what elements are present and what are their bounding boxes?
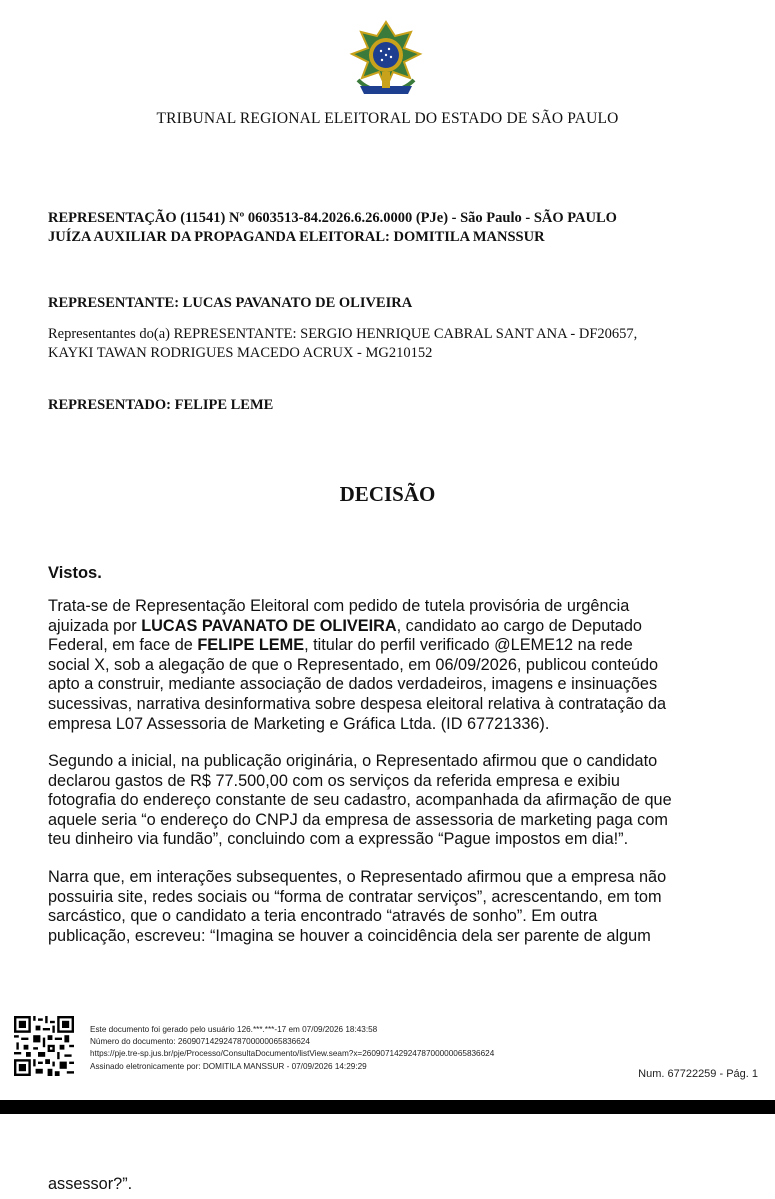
signature-info	[90, 1024, 494, 1073]
p2-line: fotografia do endereço constante de seu cadastro, acompanhada da afirmação de que	[48, 791, 672, 810]
document-number: Número do documento: 26090714292478700000065836624	[90, 1037, 310, 1047]
page-separator	[0, 1100, 775, 1114]
p1-line: ajuizada por LUCAS PAVANATO DE OLIVEIRA, candidato ao cargo de Deputado	[48, 616, 642, 635]
p3-line: publicação, escreveu: “Imagina se houver a coincidência dela ser parente de algum	[48, 926, 651, 945]
plaintiff: REPRESENTANTE: LUCAS PAVANATO DE OLIVEIRA	[48, 295, 413, 311]
p2-line: declarou gastos de R$ 77.500,00 com os serviços da referida empresa e exibiu	[48, 771, 620, 790]
vistos-heading: Vistos.	[48, 564, 102, 582]
p1-line: empresa L07 Assessoria de Marketing e Gráfica Ltda. (ID 67721336).	[48, 714, 550, 733]
p2-line: teu dinheiro via fundão”, concluindo com a expressão “Pague impostos em dia!”.	[48, 830, 629, 849]
defendant-name-bold: FELIPE LEME	[197, 636, 305, 655]
p2-line: Segundo a inicial, na publicação originária, o Representado afirmou que o candidato	[48, 752, 658, 770]
lawyers-line-1: Representantes do(a) REPRESENTANTE: SERGIO HENRIQUE CABRAL SANT ANA - DF20657,	[48, 326, 638, 342]
case-number: REPRESENTAÇÃO (11541) Nº 0603513-84.2026.6.26.0000 (PJe) - São Paulo - SÃO PAULO	[48, 210, 617, 226]
brazil-coat-of-arms-icon	[344, 20, 428, 100]
page-number: Num. 67722259 - Pág. 1	[638, 1068, 758, 1080]
signed-by: Assinado eletronicamente por: DOMITILA MANSSUR - 07/09/2026 14:29:29	[90, 1061, 367, 1071]
paragraph-3	[48, 868, 738, 946]
qr-code-icon	[14, 1016, 74, 1076]
lawyers-line-2: KAYKI TAWAN RODRIGUES MACEDO ACRUX - MG210152	[48, 345, 433, 361]
continuation-text: assessor?”.	[48, 1175, 133, 1193]
paragraph-1	[48, 597, 738, 734]
verification-link[interactable]: https://pje.tre-sp.jus.br/pje/Processo/ConsultaDocumento/listView.seam?x=26090714292478700000065836624	[90, 1049, 495, 1059]
defendant: REPRESENTADO: FELIPE LEME	[48, 397, 274, 413]
p1-line: Trata-se de Representação Eleitoral com pedido de tutela provisória de urgência	[48, 597, 630, 615]
generated-by: Este documento foi gerado pelo usuário 126.***.***-17 em 07/09/2026 18:43:58	[90, 1025, 378, 1034]
p1-line: apto a construir, mediante associação de dados verdadeiros, imagens e insinuações	[48, 675, 658, 694]
p2-line: aquele seria “o endereço do CNPJ da empresa de assessoria de marketing paga com	[48, 810, 668, 829]
p1-line: social X, sob a alegação de que o Representado, em 06/09/2026, publicou conteúdo	[48, 655, 659, 674]
paragraph-2	[48, 752, 738, 850]
p1-line: sucessivas, narrativa desinformativa sobre despesa eleitoral relativa à contratação da	[48, 694, 667, 713]
p3-line: sarcástico, que o candidato a teria encontrado “através de sonho”. Em outra	[48, 907, 598, 926]
p3-line: possuiria site, redes sociais ou “forma de contratar serviços”, acrescentando, em tom	[48, 887, 662, 906]
p3-line: Narra que, em interações subsequentes, o Representado afirmou que a empresa não	[48, 868, 667, 886]
p1-line: Federal, em face de FELIPE LEME, titular do perfil verificado @LEME12 na rede	[48, 636, 633, 655]
court-name: TRIBUNAL REGIONAL ELEITORAL DO ESTADO DE SÃO PAULO	[156, 110, 619, 127]
judge-line: JUÍZA AUXILIAR DA PROPAGANDA ELEITORAL: DOMITILA MANSSUR	[48, 229, 545, 245]
decision-title: DECISÃO	[339, 482, 436, 506]
plaintiff-name-bold: LUCAS PAVANATO DE OLIVEIRA	[141, 616, 397, 635]
